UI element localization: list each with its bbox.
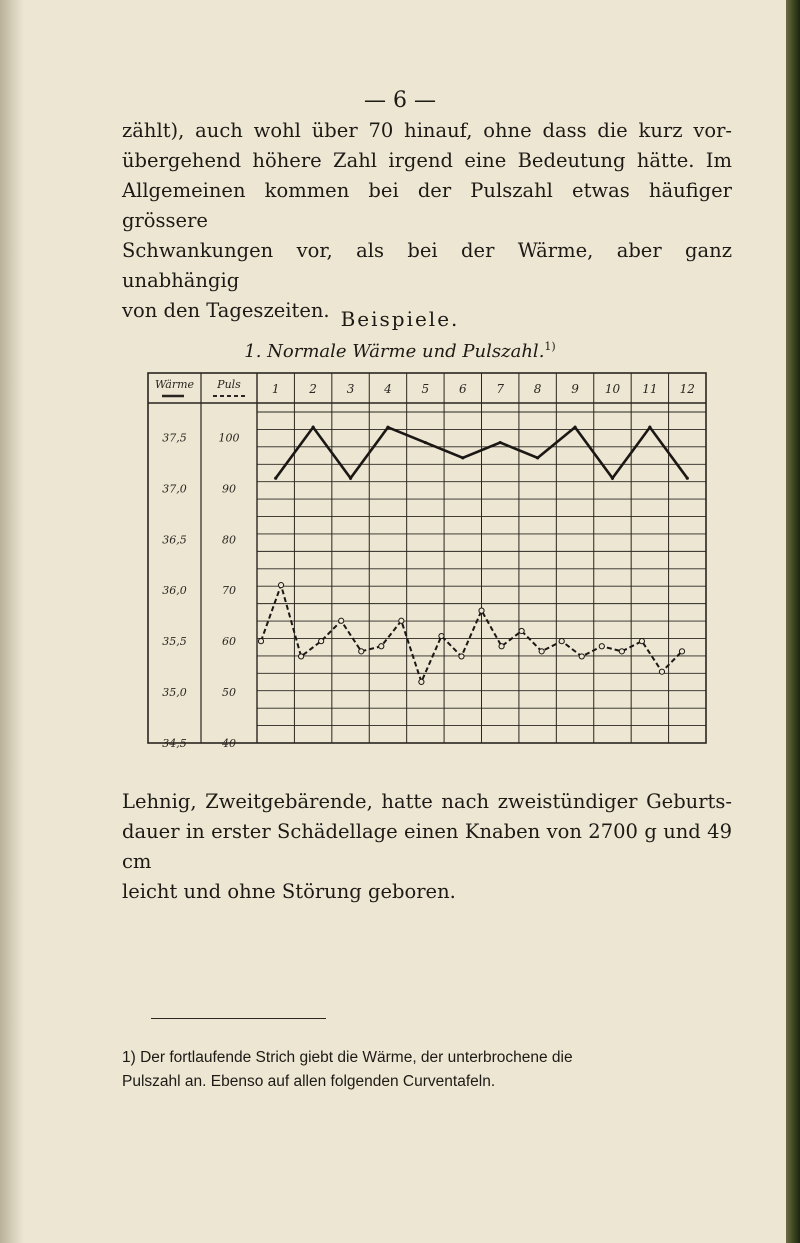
temperature-point xyxy=(648,426,651,429)
temperature-tick-label: 36,5 xyxy=(162,533,187,547)
pulse-point xyxy=(258,639,263,644)
temperature-point xyxy=(573,426,576,429)
header-temperature-label: Wärme xyxy=(154,378,195,391)
temperature-point xyxy=(424,441,427,444)
pulse-point xyxy=(619,649,624,654)
footnote xyxy=(122,1046,732,1094)
example-title-text: 1. Normale Wärme und Pulszahl. xyxy=(244,341,545,362)
footnote-line: Pulszahl an. Ebenso auf allen folgenden Curventafeln. xyxy=(122,1073,496,1090)
pulse-tick-label: 40 xyxy=(222,737,236,750)
pulse-point xyxy=(499,644,504,649)
temperature-tick-label: 36,0 xyxy=(162,584,187,598)
pulse-point xyxy=(439,633,444,638)
paragraph-2-line: Lehnig, Zweitgebärende, hatte nach zweistündiger Geburts- xyxy=(122,790,732,813)
day-label: 2 xyxy=(309,382,317,396)
pulse-point xyxy=(599,644,604,649)
paragraph-1-line: Allgemeinen kommen bei der Pulszahl etwas häufiger grössere xyxy=(122,179,732,232)
page-number: — 6 — xyxy=(364,88,436,113)
header-pulse-label: Puls xyxy=(217,378,241,391)
day-label: 3 xyxy=(346,382,355,396)
pulse-point xyxy=(359,649,364,654)
temperature-tick-label: 35,5 xyxy=(162,635,187,649)
temperature-point xyxy=(611,477,614,480)
pulse-point xyxy=(419,679,424,684)
paragraph-1-line: Schwankungen vor, als bei der Wärme, aber ganz unabhängig xyxy=(122,239,732,292)
pulse-tick-label: 90 xyxy=(222,482,236,496)
day-label: 11 xyxy=(642,382,658,396)
temperature-point xyxy=(461,456,464,459)
day-label: 7 xyxy=(496,382,505,396)
pulse-point xyxy=(339,618,344,623)
temperature-point xyxy=(312,426,315,429)
temperature-tick-label: 34,5 xyxy=(162,737,187,750)
paragraph-2 xyxy=(122,787,732,907)
pulse-point xyxy=(639,639,644,644)
pulse-tick-label: 100 xyxy=(218,431,240,445)
day-label: 6 xyxy=(458,382,467,396)
footnote-line: 1) Der fortlaufende Strich giebt die Wärme, der unterbrochene die xyxy=(122,1049,573,1066)
day-label: 8 xyxy=(533,382,542,396)
temperature-tick-label: 37,5 xyxy=(162,431,187,445)
day-label: 5 xyxy=(421,382,430,396)
paragraph-1-line: übergehend höhere Zahl irgend eine Bedeutung hätte. Im xyxy=(122,149,732,172)
temperature-point xyxy=(274,477,277,480)
temperature-tick-label: 37,0 xyxy=(162,482,187,496)
temperature-point xyxy=(386,426,389,429)
temperature-point xyxy=(536,456,539,459)
footnote-rule xyxy=(151,1018,326,1019)
pulse-point xyxy=(579,654,584,659)
footnote-marker: 1) xyxy=(544,340,556,353)
pulse-point xyxy=(479,608,484,613)
pulse-point xyxy=(659,669,664,674)
pulse-point xyxy=(399,618,404,623)
pulse-point xyxy=(539,649,544,654)
pulse-tick-label: 80 xyxy=(222,533,236,547)
pulse-point xyxy=(559,639,564,644)
pulse-point xyxy=(319,639,324,644)
pulse-tick-label: 50 xyxy=(222,686,236,700)
pulse-point xyxy=(679,649,684,654)
day-label: 4 xyxy=(384,382,392,396)
day-label: 10 xyxy=(604,382,621,396)
pulse-point xyxy=(278,583,283,588)
paragraph-2-line: dauer in erster Schädellage einen Knaben von 2700 g und 49 cm xyxy=(122,820,732,873)
day-label: 9 xyxy=(571,382,579,396)
pulse-line xyxy=(261,585,682,682)
paragraph-2-line: leicht und ohne Störung geboren. xyxy=(122,880,456,903)
day-label: 12 xyxy=(679,382,695,396)
temperature-point xyxy=(349,477,352,480)
paragraph-1-line: zählt), auch wohl über 70 hinauf, ohne dass die kurz vor- xyxy=(122,119,732,142)
pulse-point xyxy=(379,644,384,649)
temperature-tick-label: 35,0 xyxy=(162,686,187,700)
paragraph-1-line: von den Tageszeiten. xyxy=(122,299,330,322)
temperature-point xyxy=(686,477,689,480)
pulse-point xyxy=(298,654,303,659)
pulse-tick-label: 60 xyxy=(222,635,236,649)
section-heading: Beispiele. xyxy=(340,307,460,331)
pulse-tick-label: 70 xyxy=(222,584,236,598)
temperature-point xyxy=(499,441,502,444)
pulse-point xyxy=(519,628,524,633)
day-label: 1 xyxy=(271,382,280,396)
pulse-point xyxy=(459,654,464,659)
